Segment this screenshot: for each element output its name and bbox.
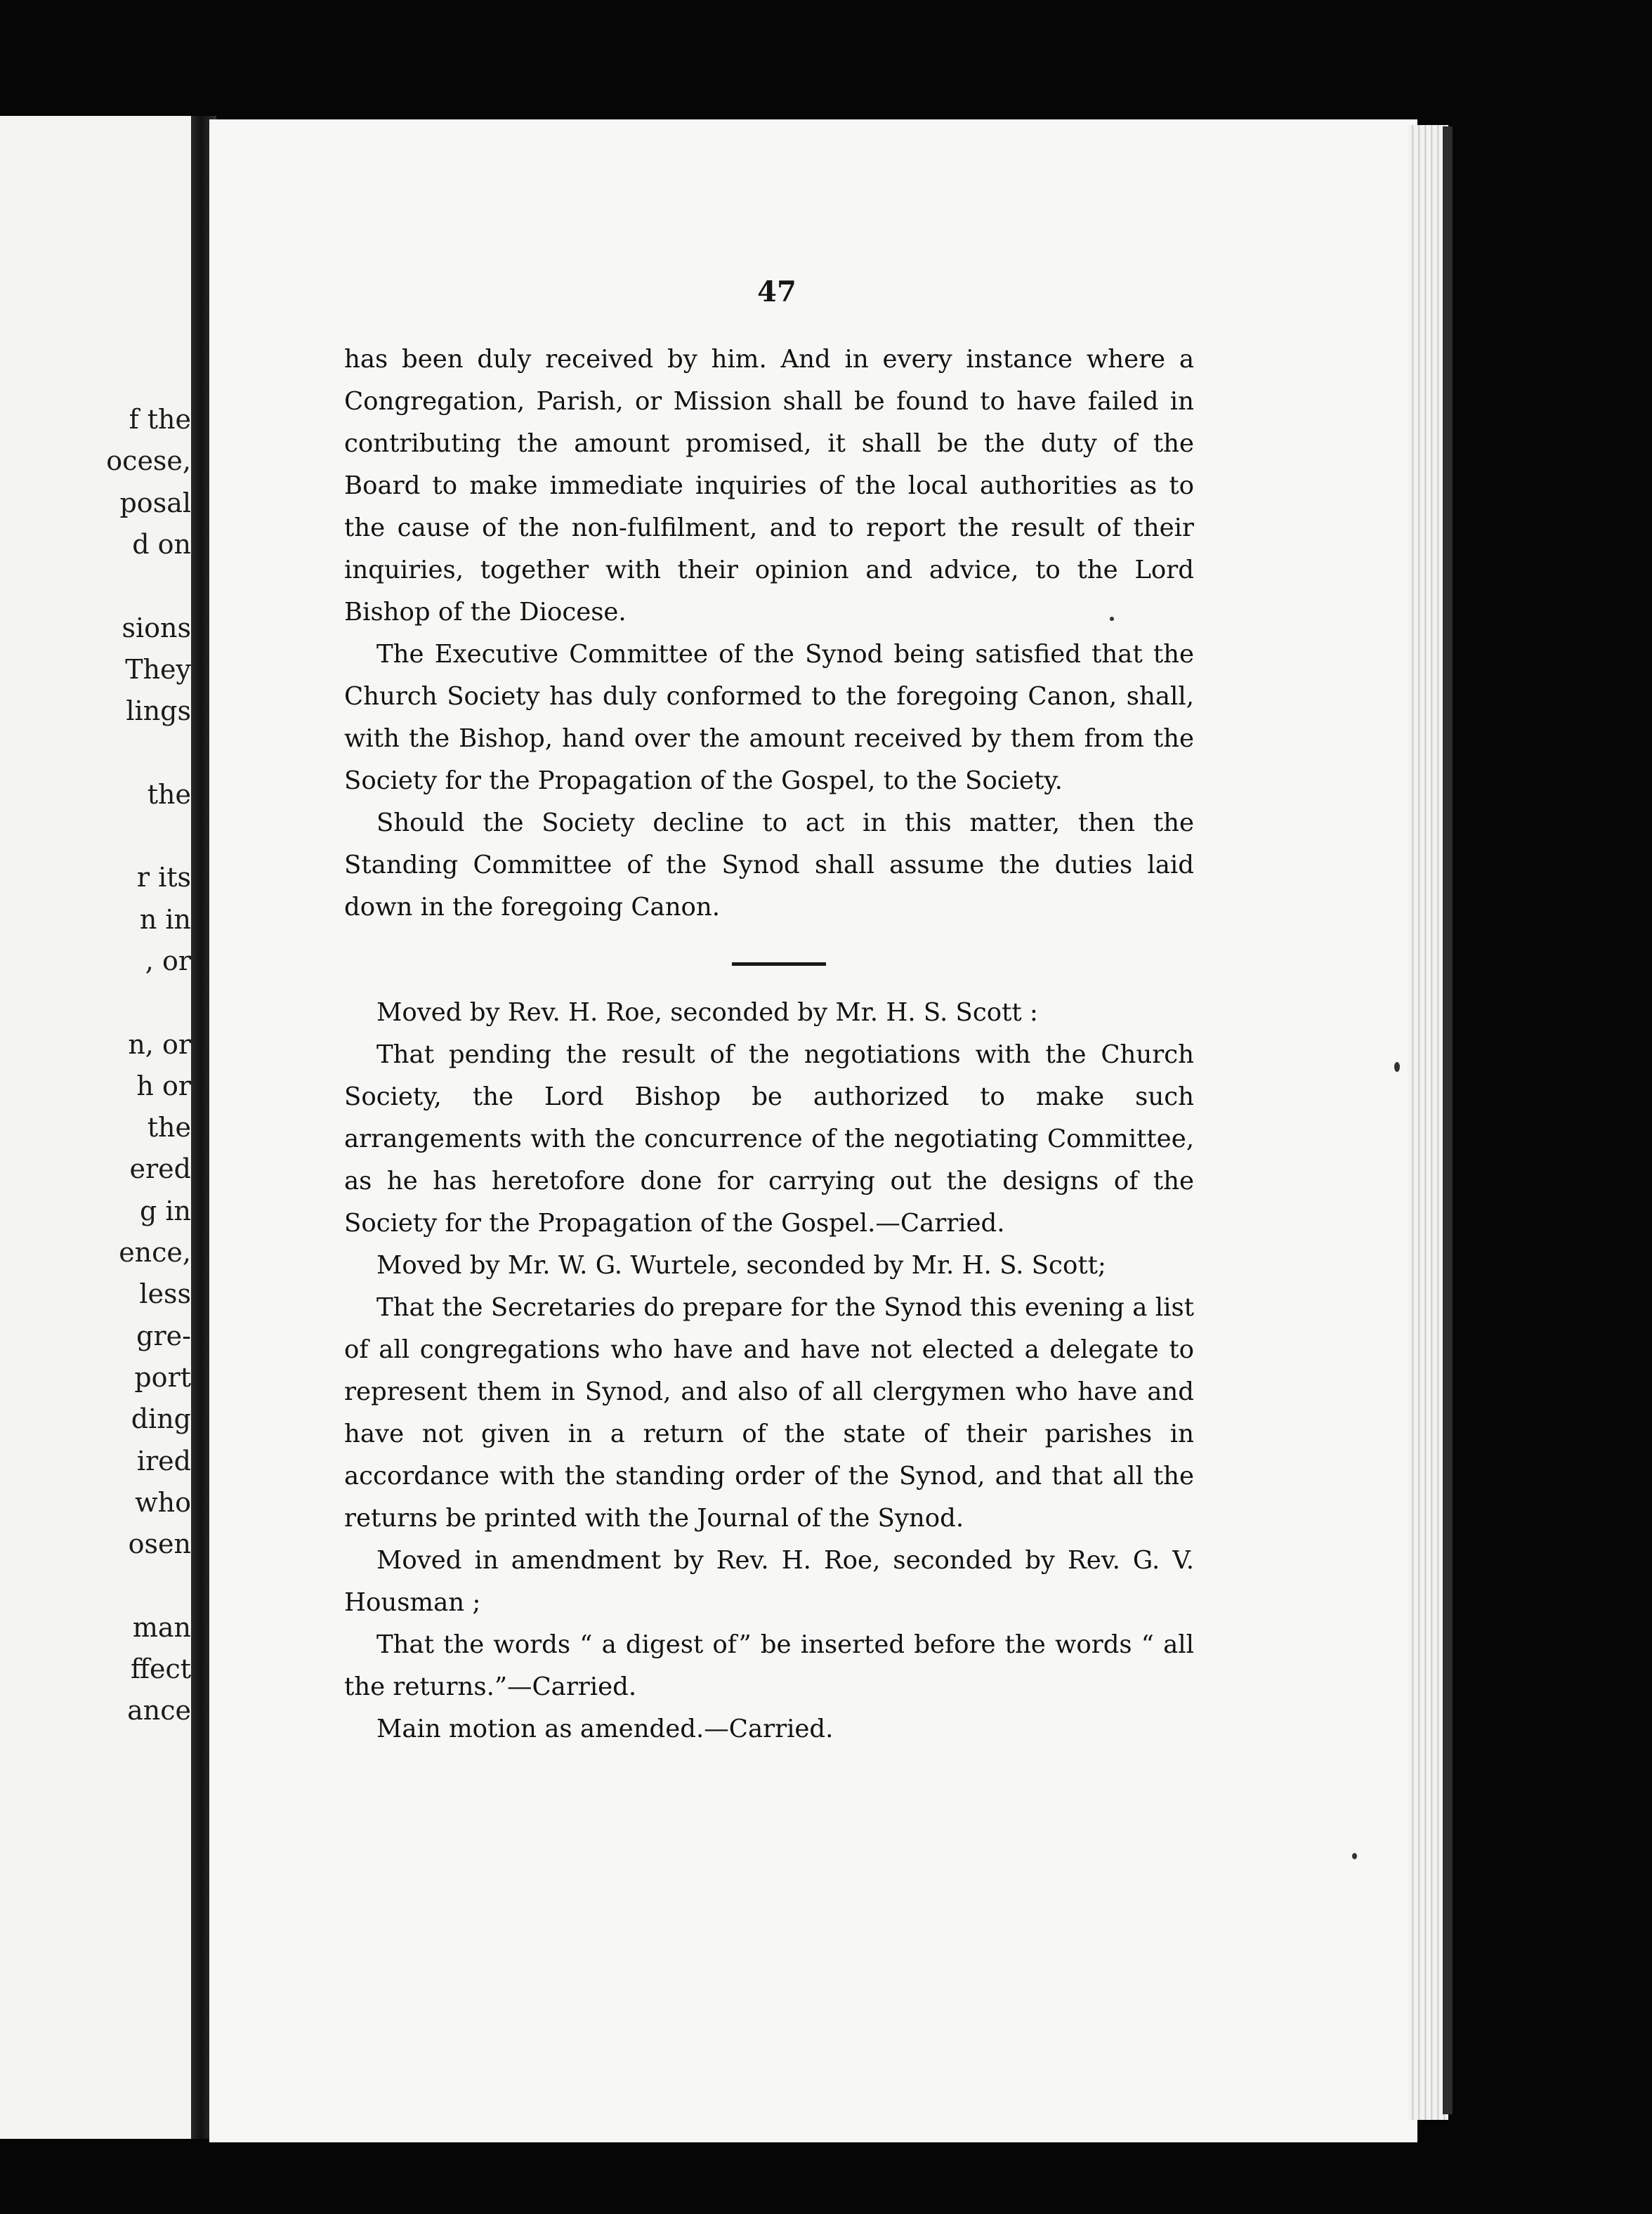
resolution-secretaries: That the Secretaries do prepare for the Synod this evening a list of all congregations who have and have not elected a delegate to represent them in Synod, and also of all clergymen who have and have not given in a return of the state of their parishes in accordance with the standing order of the Synod, and that all the returns be printed with the Journal of the Synod. xyxy=(344,1293,1194,1533)
left-page-fragment: n in xyxy=(139,903,191,935)
left-page-fragment: ence, xyxy=(119,1237,191,1268)
left-page-fragment: posal xyxy=(119,487,191,518)
left-page-fragment: ance xyxy=(127,1695,191,1727)
speck xyxy=(1394,1062,1400,1072)
left-page-fragment: port xyxy=(134,1361,191,1393)
left-page-fragment: less xyxy=(139,1278,191,1310)
speck xyxy=(1352,1853,1357,1859)
left-page-fragment: ffect xyxy=(130,1653,191,1684)
left-page-fragment: d on xyxy=(132,528,191,560)
left-page-fragment: ired xyxy=(136,1445,191,1476)
text-block-top xyxy=(344,339,1194,929)
left-page-fragment: f the xyxy=(129,404,191,435)
left-page-fragment: h or xyxy=(136,1070,191,1101)
speck xyxy=(1110,617,1114,621)
cover-edge xyxy=(1443,126,1453,2114)
paragraph-continuation: has been duly received by him. And in every instance where a Congregation, Parish, or Mission shall be found to have failed in contributing the amount promised, it shall be the duty of the Board to make immediate inquiries of the local authorities as to the cause of the non-fulfilment, and to report the result of their inquiries, together with their opinion and advice, to the Lord Bishop of the Diocese. xyxy=(344,345,1194,627)
left-page-fragment: sions xyxy=(122,612,191,643)
left-page-fragment: ding xyxy=(131,1403,191,1435)
left-page-fragment: r its xyxy=(136,862,191,893)
text-block-motions xyxy=(344,992,1194,1750)
left-page-fragment: the xyxy=(147,778,191,810)
left-page-fragment: man xyxy=(132,1611,191,1643)
left-page-fragment: ered xyxy=(129,1153,191,1185)
left-page-fragment: the xyxy=(147,1112,191,1144)
left-page-fragment: who xyxy=(135,1486,191,1518)
motion-wurtele-scott: Moved by Mr. W. G. Wurtele, seconded by Mr. H. S. Scott; xyxy=(376,1251,1106,1280)
left-page-fragment: osen xyxy=(128,1528,191,1560)
resolution-digest: That the words “ a digest of” be inserted before the words “ all the returns.”—Carried. xyxy=(344,1630,1194,1701)
paragraph-society-decline: Should the Society decline to act in this matter, then the Standing Committee of the Synod shall assume the duties laid down in the foregoing Canon. xyxy=(344,808,1194,922)
left-page-fragment: They xyxy=(125,653,191,685)
motion-roe-scott: Moved by Rev. H. Roe, seconded by Mr. H. S. Scott : xyxy=(376,998,1038,1027)
left-page-fragment: n, or xyxy=(128,1028,191,1060)
resolution-negotiations: That pending the result of the negotiations with the Church Society, the Lord Bishop be authorized to make such arrangements with the concurrence of the negotiating Committee, as he has heretofore done for carrying out the designs of the Society for the Propagation of the Gospel.—Carried. xyxy=(344,1040,1194,1238)
page-number: 47 xyxy=(757,275,796,308)
amendment-roe-housman: Moved in amendment by Rev. H. Roe, seconded by Rev. G. V. Housman ; xyxy=(344,1546,1194,1617)
left-facing-page xyxy=(0,116,198,2139)
left-page-fragment: g in xyxy=(139,1195,191,1226)
section-divider xyxy=(732,962,826,966)
left-page-fragment: gre- xyxy=(136,1320,191,1351)
left-page-fragment: ocese, xyxy=(106,445,191,477)
left-page-fragment: , or xyxy=(145,945,191,976)
main-motion-carried: Main motion as amended.—Carried. xyxy=(376,1715,834,1743)
paragraph-executive-committee: The Executive Committee of the Synod being satisfied that the Church Society has duly conformed to the foregoing Canon, shall, with the Bishop, hand over the amount received by them from the Society for the Propagation of the Gospel, to the Society. xyxy=(344,640,1194,795)
left-page-fragment: lings xyxy=(126,695,191,727)
